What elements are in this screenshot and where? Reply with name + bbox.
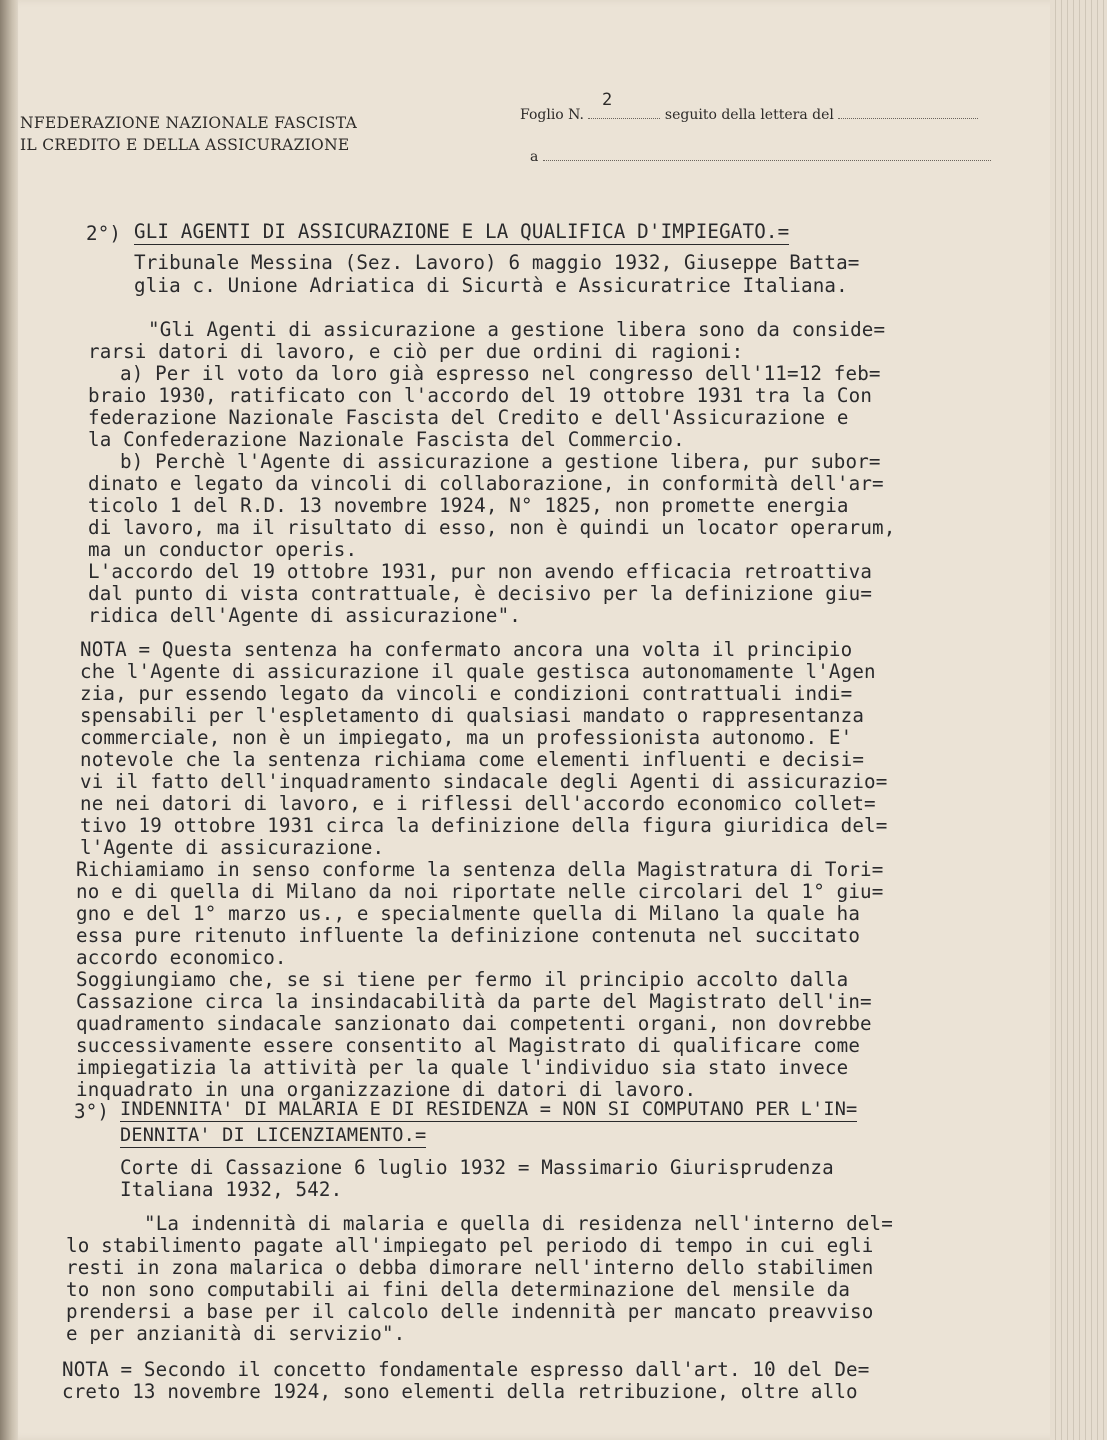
- section-3-heading-text-2: DENNITA' DI LICENZIAMENTO.=: [120, 1125, 427, 1146]
- section-2-number: 2°): [86, 222, 122, 245]
- note-line: tivo 19 ottobre 1931 circa la definizione della figura giuridica del=: [80, 814, 888, 837]
- quote-line: la Confederazione Nazionale Fascista del Commercio.: [88, 428, 685, 451]
- section-3-heading-text-1: INDENNITA' DI MALARIA E DI RESIDENZA = NON SI COMPUTANO PER L'IN=: [120, 1099, 858, 1120]
- quote-line: braio 1930, ratificato con l'accordo del 19 ottobre 1931 tra la Con: [88, 384, 873, 407]
- quote-line: "Gli Agenti di assicurazione a gestione libera sono da conside=: [148, 318, 886, 341]
- note-line: essa pure ritenuto influente la definizione contenuta nel succitato: [76, 924, 861, 947]
- note-line: accordo economico.: [76, 946, 287, 969]
- sheet-number: 2: [602, 90, 613, 110]
- note-line: commerciale, non è un impiegato, ma un professionista autonomo. E': [80, 726, 853, 749]
- section-2-heading: [134, 222, 789, 242]
- foglio-label: Foglio N.: [520, 107, 584, 123]
- note-line: Soggiungiamo che, se si tiene per fermo il principio accolto dalla: [76, 968, 849, 991]
- quote-line: prendersi a base per il calcolo delle indennità per mancato preavviso: [66, 1300, 874, 1323]
- note-line: gno e del 1° marzo us., e specialmente quella di Milano la quale ha: [76, 902, 861, 925]
- quote-line: federazione Nazionale Fascista del Credito e dell'Assicurazione e: [88, 406, 849, 429]
- quote-line: b) Perchè l'Agente di assicurazione a gestione libera, pur subor=: [120, 450, 881, 473]
- quote-line: di lavoro, ma il risultato di esso, non è quindi un locator operarum,: [88, 516, 896, 539]
- note-line: NOTA = Questa sentenza ha confermato ancora una volta il principio: [80, 638, 853, 661]
- note-line: notevole che la sentenza richiama come elementi influenti e decisi=: [80, 748, 865, 771]
- quote-line: resti in zona malarica o debba dimorare nell'interno dello stabilimen: [66, 1256, 874, 1279]
- note-line: zia, pur essendo legato da vincoli e condizioni contrattuali indi=: [80, 682, 853, 705]
- quote-line: rarsi datori di lavoro, e ciò per due ordini di ragioni:: [88, 340, 744, 363]
- source-line: glia c. Unione Adriatica di Sicurtà e Assicuratrice Italiana.: [134, 274, 848, 297]
- quote-line: dinato e legato da vincoli di collaborazione, in conformità dell'ar=: [88, 472, 884, 495]
- note-line: Cassazione circa la insindacabilità da parte del Magistrato dell'in=: [76, 990, 872, 1013]
- section-3-number: 3°): [74, 1100, 110, 1123]
- note-line: vi il fatto dell'inquadramento sindacale degli Agenti di assicurazio=: [80, 770, 888, 793]
- note-line: creto 13 novembre 1924, sono elementi della retribuzione, oltre allo: [62, 1380, 858, 1403]
- quote-line: to non sono computabili ai fini della determinazione del mensile da: [66, 1278, 851, 1301]
- quote-line: lo stabilimento pagate all'impiegato pel periodo di tempo in cui egli: [66, 1234, 874, 1257]
- quote-line: ma un conductor operis.: [88, 538, 358, 561]
- note-line: impiegatizia la attività per la quale l'individuo sia stato invece: [76, 1056, 849, 1079]
- note-line: l'Agente di assicurazione.: [80, 836, 385, 859]
- note-line: Richiamiamo in senso conforme la sentenza della Magistratura di Tori=: [76, 858, 884, 881]
- letterhead-line-1: NFEDERAZIONE NAZIONALE FASCISTA: [20, 114, 358, 132]
- seguito-label: seguito della lettera del: [664, 107, 834, 123]
- letterhead-line-2: IL CREDITO E DELLA ASSICURAZIONE: [20, 136, 350, 154]
- note-line: quadramento sindacale sanzionato dai competenti organi, non dovrebbe: [76, 1012, 872, 1035]
- note-line: spensabili per l'espletamento di qualsiasi mandato o rappresentanza: [80, 704, 865, 727]
- quote-line: e per anzianità di servizio".: [66, 1322, 406, 1345]
- note-line: ne nei datori di lavoro, e i riflessi dell'accordo economico collet=: [80, 792, 876, 815]
- quote-line: ticolo 1 del R.D. 13 novembre 1924, N° 1825, non promette energia: [88, 494, 849, 517]
- section-3-heading-line-2: [120, 1126, 426, 1146]
- note-line: che l'Agente di assicurazione il quale gestisca autonomamente l'Agen: [80, 660, 876, 683]
- quote-line: dal punto di vista contrattuale, è decisivo per la definizione giu=: [88, 582, 873, 605]
- note-line: NOTA = Secondo il concetto fondamentale espresso dall'art. 10 del De=: [62, 1358, 870, 1381]
- source-line: Tribunale Messina (Sez. Lavoro) 6 maggio 1932, Giuseppe Batta=: [134, 251, 860, 274]
- source-line: Corte di Cassazione 6 luglio 1932 = Massimario Giurisprudenza: [120, 1156, 834, 1179]
- section-3-heading-line-1: [120, 1100, 857, 1120]
- note-line: inquadrato in una organizzazione di datori di lavoro.: [76, 1078, 697, 1101]
- quote-line: L'accordo del 19 ottobre 1931, pur non avendo efficacia retroattiva: [88, 560, 873, 583]
- quote-line: "La indennità di malaria e quella di residenza nell'interno del=: [144, 1212, 893, 1235]
- note-line: successivamente essere consentito al Magistrato di qualificare come: [76, 1034, 861, 1057]
- quote-line: ridica dell'Agente di assicurazione".: [88, 604, 521, 627]
- source-line: Italiana 1932, 542.: [120, 1178, 343, 1201]
- note-line: no e di quella di Milano da noi riportate nelle circolari del 1° giu=: [76, 880, 884, 903]
- quote-line: a) Per il voto da loro già espresso nel congresso dell'11=12 feb=: [120, 362, 881, 385]
- a-label: a: [530, 149, 539, 165]
- section-2-heading-text: GLI AGENTI DI ASSICURAZIONE E LA QUALIFICA D'IMPIEGATO.=: [134, 220, 790, 243]
